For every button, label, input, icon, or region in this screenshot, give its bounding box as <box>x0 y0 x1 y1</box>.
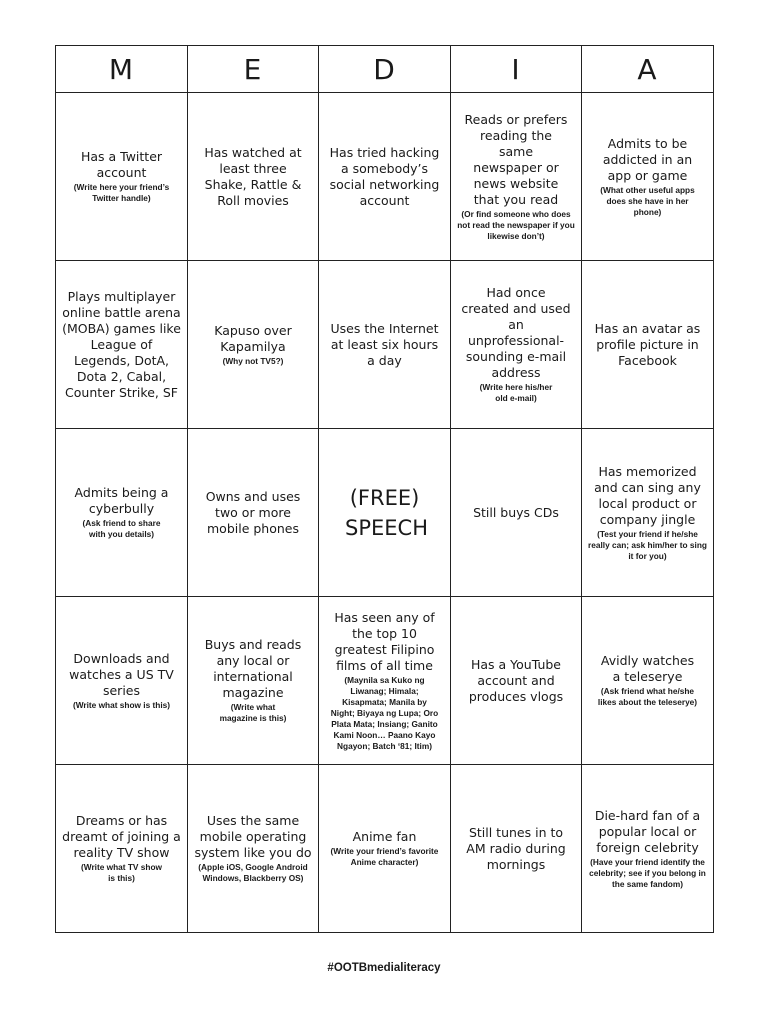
bingo-cell[interactable] <box>56 261 188 429</box>
cell-text: Admits to be addicted in an app or game <box>602 135 693 183</box>
cell-note: (Why not TV5?) <box>222 355 284 366</box>
cell-text: Has an avatar as profile picture in Facebook <box>594 320 701 368</box>
cell-text: Has seen any of the top 10 greatest Filipino films of all time <box>334 609 435 673</box>
cell-text: Owns and uses two or more mobile phones <box>205 488 301 536</box>
bingo-cell[interactable] <box>319 261 451 429</box>
header-letter-a: A <box>582 46 714 93</box>
header-letter-e: E <box>188 46 319 93</box>
cell-text: Has a Twitter account <box>80 149 163 180</box>
cell-text: Admits being a cyberbully <box>74 485 169 516</box>
board-row <box>56 429 714 597</box>
cell-note: (Write what TV show is this) <box>81 862 162 883</box>
header-letter-i: I <box>451 46 582 93</box>
cell-text: Kapuso over Kapamilya <box>214 322 292 354</box>
bingo-cell[interactable] <box>319 597 451 765</box>
bingo-cell[interactable] <box>56 93 188 261</box>
header-letter-d: D <box>319 46 451 93</box>
cell-text: Had once created and used an unprofessional-sounding e-mail address <box>461 285 571 380</box>
cell-note: (Write what magazine is this) <box>219 702 287 723</box>
cell-note: (Write here his/her old e-mail) <box>479 382 553 403</box>
cell-note: (Maynila sa Kuko ng Liwanag; Himala; Kisapmata; Manila by Night; Biyaya ng Lupa; Oro Plata Mata; Insiang; Ganito Kami Noon… Paano Kayo Ngayon; Batch ‘81; Itim) <box>330 674 439 751</box>
bingo-cell[interactable] <box>582 429 714 597</box>
bingo-cell[interactable] <box>56 765 188 933</box>
free-space-label: (FREE) SPEECH <box>345 485 428 540</box>
bingo-cell[interactable] <box>582 597 714 765</box>
bingo-cell[interactable] <box>451 93 582 261</box>
bingo-cell[interactable] <box>188 765 319 933</box>
cell-text: Avidly watches a teleserye <box>600 653 695 684</box>
cell-text: Uses the Internet at least six hours a day <box>330 320 439 368</box>
cell-text: Downloads and watches a US TV series <box>69 650 174 698</box>
board-row <box>56 597 714 765</box>
cell-note: (Test your friend if he/she really can; ask him/her to sing it for you) <box>588 528 707 561</box>
bingo-cell[interactable] <box>451 597 582 765</box>
bingo-board <box>55 45 714 933</box>
bingo-cell[interactable] <box>188 429 319 597</box>
cell-note: (Write here your friend’s Twitter handle) <box>73 182 170 203</box>
cell-text: Has tried hacking a somebody’s social networking account <box>329 144 440 208</box>
bingo-cell[interactable] <box>319 765 451 933</box>
cell-note: (Write your friend’s favorite Anime character) <box>330 846 439 867</box>
bingo-cell[interactable] <box>188 597 319 765</box>
cell-text: Buys and reads any local or international magazine <box>204 637 302 700</box>
cell-text: Die-hard fan of a popular local or foreign celebrity <box>594 807 701 855</box>
bingo-cell[interactable] <box>451 261 582 429</box>
cell-text: Has memorized and can sing any local product or company jingle <box>594 463 701 527</box>
bingo-cell[interactable] <box>188 93 319 261</box>
hashtag-footer: #OOTBmedialiteracy <box>327 962 441 974</box>
bingo-cell[interactable] <box>451 765 582 933</box>
bingo-cell[interactable] <box>56 429 188 597</box>
bingo-cell[interactable] <box>319 93 451 261</box>
cell-text: Dreams or has dreamt of joining a reality TV show <box>62 813 181 860</box>
cell-text: Has watched at least three Shake, Rattle & Roll movies <box>204 144 302 208</box>
cell-text: Anime fan <box>352 829 417 844</box>
bingo-cell[interactable] <box>56 597 188 765</box>
cell-text: Reads or prefers reading the same newspaper or news website that you read <box>464 111 568 207</box>
header-letter-m: M <box>56 46 188 93</box>
bingo-cell[interactable] <box>582 93 714 261</box>
board-row <box>56 93 714 261</box>
cell-text: Still tunes in to AM radio during mornings <box>466 824 566 872</box>
bingo-cell[interactable] <box>188 261 319 429</box>
cell-note: (Ask friend to share with you details) <box>82 518 161 539</box>
cell-note: (Apple iOS, Google Android Windows, Blackberry OS) <box>198 862 308 883</box>
cell-note: (Or find someone who does not read the newspaper if you likewise don’t) <box>457 208 575 241</box>
bingo-cell[interactable] <box>582 765 714 933</box>
cell-text: Plays multiplayer online battle arena (MOBA) games like League of Legends, DotA, Dota 2, Cabal, Counter Strike, SF <box>62 288 181 400</box>
free-space-cell[interactable] <box>319 429 451 597</box>
cell-note: (Write what show is this) <box>72 699 171 710</box>
cell-note: (What other useful apps does she have in her phone) <box>600 184 695 217</box>
cell-text: Has a YouTube account and produces vlogs <box>468 656 564 704</box>
header-row <box>56 46 714 93</box>
cell-note: (Ask friend what he/she likes about the teleserye) <box>597 686 698 707</box>
cell-text: Uses the same mobile operating system like you do <box>194 813 312 860</box>
cell-text: Still buys CDs <box>473 504 559 520</box>
cell-note: (Have your friend identify the celebrity; see if you belong in the same fandom) <box>589 856 706 889</box>
bingo-cell[interactable] <box>451 429 582 597</box>
bingo-cell[interactable] <box>582 261 714 429</box>
board-row <box>56 765 714 933</box>
board-row <box>56 261 714 429</box>
